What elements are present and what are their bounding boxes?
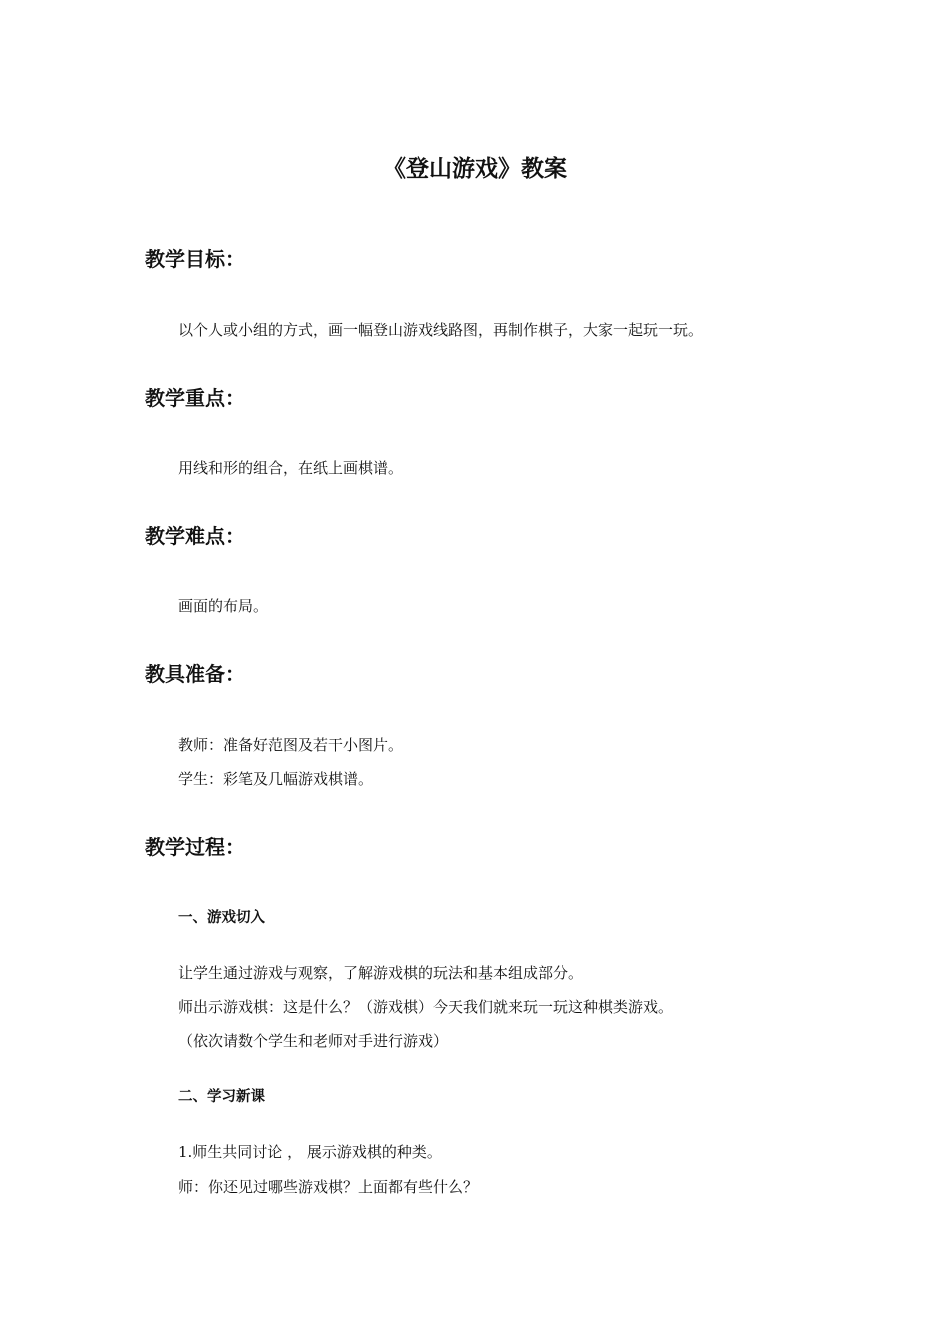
new-lesson-paragraph-1: 1.师生共同讨论 ， 展示游戏棋的种类。 — [178, 1143, 442, 1161]
game-intro-paragraph-1: 让学生通过游戏与观察，了解游戏棋的玩法和基本组成部分。 — [178, 964, 584, 982]
section-heading-key-points: 教学重点： — [145, 386, 245, 410]
materials-student-line: 学生：彩笔及几幅游戏棋谱。 — [178, 770, 374, 788]
section-heading-process: 教学过程： — [145, 835, 245, 859]
page-title: 《登山游戏》教案 — [383, 156, 567, 182]
game-intro-paragraph-2: 师出示游戏棋：这是什么？（游戏棋）今天我们就来玩一玩这种棋类游戏。 — [178, 998, 674, 1016]
subsection-heading-new-lesson: 二、学习新课 — [178, 1089, 265, 1105]
section-heading-difficulties: 教学难点： — [145, 524, 245, 548]
materials-teacher-line: 教师：准备好范图及若干小图片。 — [178, 736, 404, 754]
game-intro-paragraph-3: （依次请数个学生和老师对手进行游戏） — [178, 1032, 449, 1050]
section-heading-materials: 教具准备： — [145, 662, 245, 686]
objectives-paragraph: 以个人或小组的方式，画一幅登山游戏线路图，再制作棋子，大家一起玩一玩。 — [178, 321, 704, 339]
subsection-heading-game-intro: 一、游戏切入 — [178, 910, 265, 926]
section-heading-objectives: 教学目标： — [145, 247, 245, 271]
difficulties-paragraph: 画面的布局。 — [178, 597, 269, 615]
key-points-paragraph: 用线和形的组合，在纸上画棋谱。 — [178, 459, 404, 477]
new-lesson-paragraph-2: 师：你还见过哪些游戏棋？上面都有些什么？ — [178, 1178, 479, 1196]
